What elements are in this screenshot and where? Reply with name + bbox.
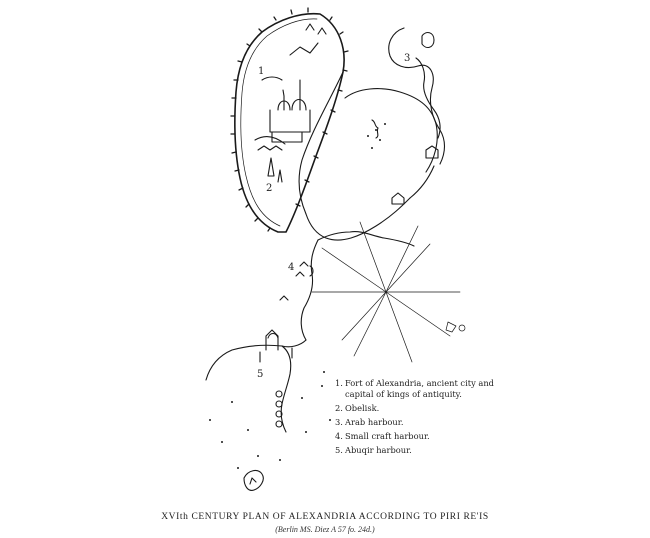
- arab-harbour: [389, 28, 445, 204]
- coastline-east-harbour: [299, 72, 437, 240]
- map-label-2: 2: [266, 183, 273, 194]
- map-label-3: 3: [404, 53, 411, 64]
- map-label-4: 4: [288, 262, 295, 273]
- legend-item: [335, 378, 495, 400]
- abuqir-harbour: [206, 296, 292, 490]
- legend-item-text: Fort of Alexandria, ancient city and capital of kings of antiquity.: [345, 378, 494, 399]
- legend-item-number: 3.: [335, 417, 343, 427]
- legend: [335, 378, 495, 459]
- legend-item: [335, 403, 495, 414]
- legend-item: [335, 431, 495, 442]
- coastline-south: [282, 232, 414, 347]
- legend-item-number: 2.: [335, 403, 343, 413]
- legend-item-text: Small craft harbour.: [345, 431, 430, 441]
- map-label-5: 5: [257, 369, 264, 380]
- legend-item-number: 1.: [335, 378, 343, 388]
- compass-rose: [312, 222, 465, 362]
- legend-item: [335, 417, 495, 428]
- legend-item: [335, 445, 495, 456]
- fort-of-alexandria: [231, 8, 348, 232]
- map-label-1: 1: [258, 66, 265, 77]
- legend-item-text: Obelisk.: [345, 403, 380, 413]
- map-caption: XVIth CENTURY PLAN OF ALEXANDRIA ACCORDING TO PIRI RE'IS: [161, 512, 489, 522]
- legend-item-number: 4.: [335, 431, 343, 441]
- legend-item-number: 5.: [335, 445, 343, 455]
- map-source-caption: (Berlin MS. Diez A 57 fo. 24d.): [275, 525, 375, 534]
- legend-item-text: Arab harbour.: [345, 417, 404, 427]
- legend-item-text: Abuqir harbour.: [345, 445, 412, 455]
